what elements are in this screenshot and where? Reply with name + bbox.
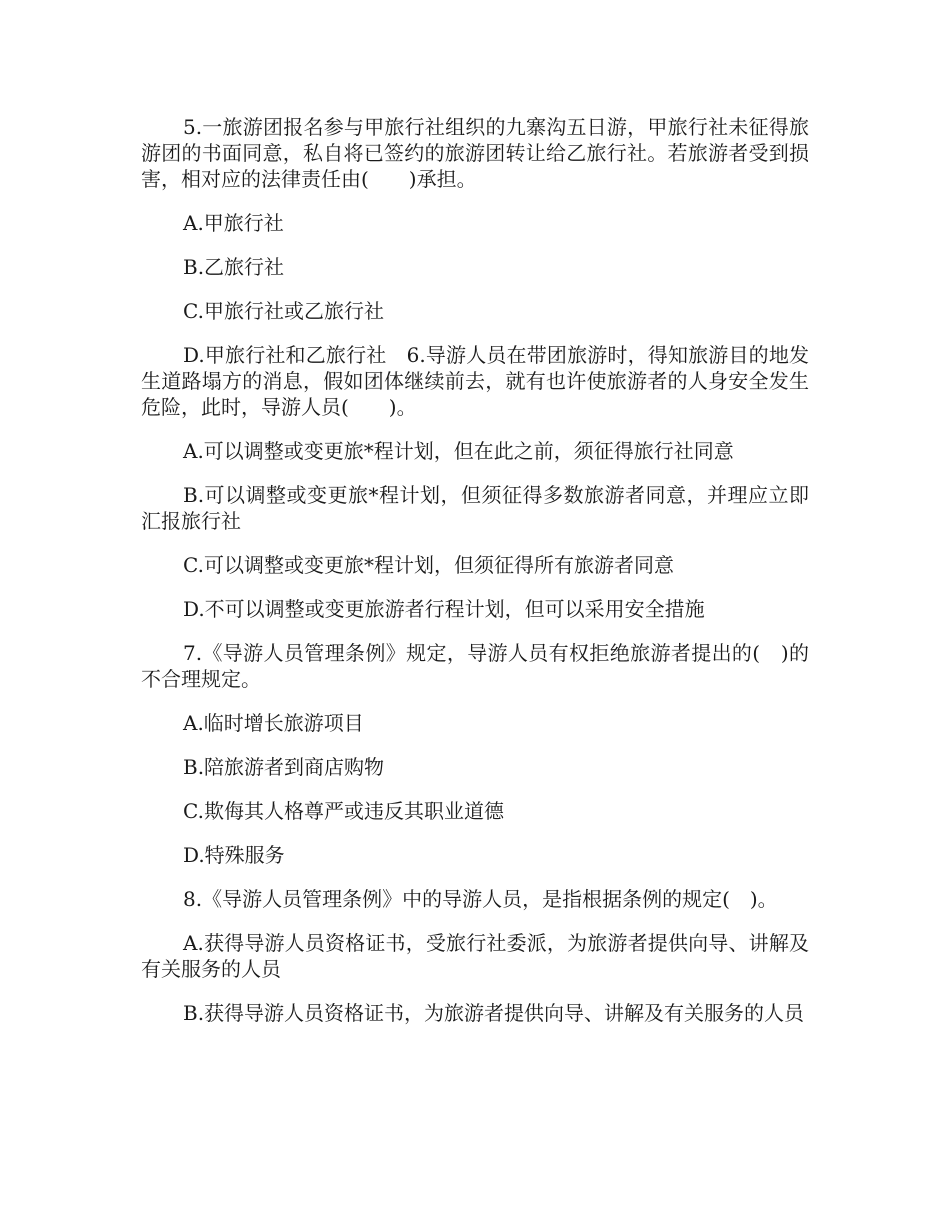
- question-7: 7.《导游人员管理条例》规定，导游人员有权拒绝旅游者提出的( )的不合理规定。: [141, 641, 809, 691]
- question-7-option-d: D.特殊服务: [183, 843, 285, 867]
- question-5: 5.一旅游团报名参与甲旅行社组织的九寨沟五日游，甲旅行社未征得旅游团的书面同意，私自将已签约的旅游团转让给乙旅行社。若旅游者受到损害，相对应的法律责任由( )承担。: [141, 115, 809, 191]
- question-5-option-b: B.乙旅行社: [183, 255, 285, 279]
- question-7-option-b: B.陪旅游者到商店购物: [183, 755, 385, 779]
- question-7-option-a: A.临时增长旅游项目: [183, 711, 364, 735]
- question-6-option-d: D.不可以调整或变更旅游者行程计划，但可以采用安全措施: [183, 597, 705, 621]
- question-5-option-c: C.甲旅行社或乙旅行社: [183, 299, 384, 323]
- question-5-option-d-and-question-6: D.甲旅行社和乙旅行社 6.导游人员在带团旅游时，得知旅游目的地发生道路塌方的消息，假如团体继续前去，就有也许使旅游者的人身安全发生危险，此时，导游人员( )。: [141, 343, 809, 419]
- question-5-option-a: A.甲旅行社: [183, 211, 284, 235]
- document-body: [141, 114, 809, 1044]
- question-8: 8.《导游人员管理条例》中的导游人员，是指根据条例的规定( )。: [183, 887, 778, 911]
- question-6-option-b: B.可以调整或变更旅*程计划，但须征得多数旅游者同意，并理应立即汇报旅行社: [141, 483, 809, 533]
- question-6-option-c: C.可以调整或变更旅*程计划，但须征得所有旅游者同意: [183, 553, 674, 577]
- question-8-option-a: A.获得导游人员资格证书，受旅行社委派，为旅游者提供向导、讲解及有关服务的人员: [141, 931, 809, 981]
- question-6-option-a: A.可以调整或变更旅*程计划，但在此之前，须征得旅行社同意: [183, 439, 734, 463]
- question-7-option-c: C.欺侮其人格尊严或违反其职业道德: [183, 799, 504, 823]
- question-8-option-b: B.获得导游人员资格证书，为旅游者提供向导、讲解及有关服务的人员: [183, 1001, 805, 1025]
